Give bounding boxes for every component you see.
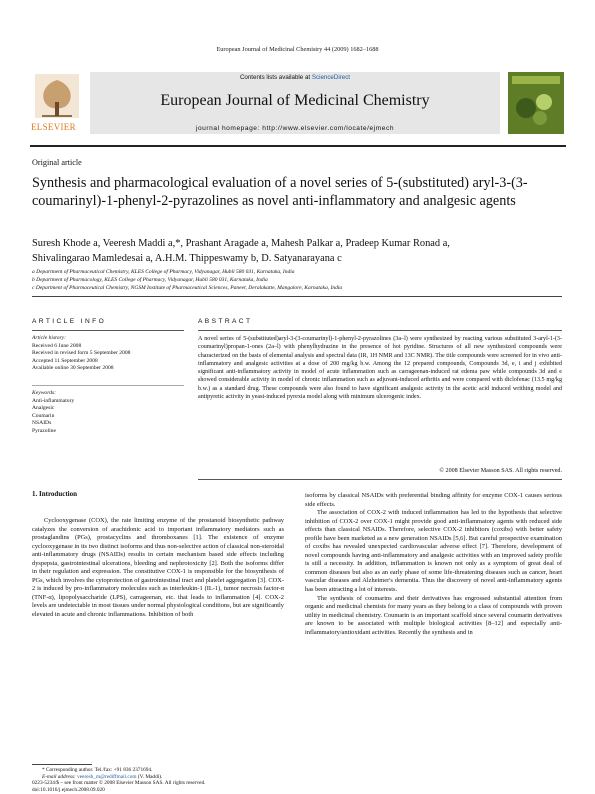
authors-line: Suresh Khode a, Veeresh Maddi a,*, Prashant Aragade a, Mahesh Palkar a, Pradeep Kumar Ronad a, — [32, 238, 450, 249]
abstract-heading: ABSTRACT — [198, 318, 253, 325]
history-item: Available online 30 September 2008 — [32, 365, 114, 372]
paragraph: Cyclooxygenase (COX), the rate limiting enzyme of the prostanoid biosynthetic pathway catalyzes the conversion of arachidonic acid to important inflammatory mediators such as prostaglandins (PGs), prostacyclins and thromboxanes [1]. The existence of enzyme cyclooxygenase in its two distinct isoforms and thus non-selective action of classical non-steroidal anti-inflammatory drugs (NSAIDs) results in certain mechanism based side effects including dyspepsia, gastrointestinal ulcerations, bleeding and nephrotoxicity [2]. Both the isoforms differ in their regulation and expression. The constitutive COX-1 is responsible for the biosynthesis of PGs, which involves the cytoprotection of gastrointestinal tract and platelet aggregation [3]. COX-2 is induced by pro-inflammatory molecules such as interleukin-1 (IL-1), tumor necrosis factor-α (TNF-α), lipopolysaccharide (LPS), carrageenan, etc. that leads to inflammation [4]. COX-2 levels are undetectable in most tissues under normal physiological conditions, but are significantly elevated in acute and chronic inflammations. Inhibition of both — [32, 517, 285, 619]
keyword: Analgesic — [32, 405, 55, 412]
footnote — [32, 767, 284, 781]
history-item: Accepted 11 September 2008 — [32, 357, 98, 364]
affiliation: a Department of Pharmaceutical Chemistry, KLES College of Pharmacy, Vidyanagar, Hubli 580 031, Karnataka, India — [32, 269, 295, 275]
body-column-left — [32, 517, 284, 620]
cover-artwork-icon — [508, 72, 564, 134]
article-history — [32, 335, 184, 373]
authors-line: Shivalingarao Mamledesai a, A.H.M. Thippeswamy b, D. Satyanarayana c — [32, 253, 342, 264]
keyword: Coumarin — [32, 412, 55, 419]
keywords-label: Keywords: — [32, 390, 57, 396]
history-item: Received 6 June 2008 — [32, 342, 82, 349]
sciencedirect-link[interactable]: ScienceDirect — [311, 74, 351, 81]
paragraph: The association of COX-2 with induced inflammation has led to the hypothesis that selective inhibition of COX-2 over COX-1 might provide good anti-inflammatory agents with reduced side effects than classical NSAIDs. Therefore, selective COX-2 inhibitors (coxibs) with better safety profile have been marketed as a new generation NSAIDs [5,6]. But careful prospective examination of coxibs has revealed unexpected cardiovascular adverse effect [7]. Therefore, development of novel compounds having anti-inflammatory and analgesic activities with an improved safety profile is still a necessity. In addition, inflammation is known not only as a symptom of great deal of common diseases but also as an early phase of some life-threatening diseases such as cancer, heart vascular diseases and Alzheimer's dementia. Thus the discovery of novel anti-inflammatory agents has been attracting a lot of interests. — [305, 509, 562, 594]
divider — [198, 330, 562, 331]
issn-line: 0223-5234/$ – see front matter © 2008 Elsevier Masson SAS. All rights reserved. — [32, 780, 206, 786]
copyright: © 2008 Elsevier Masson SAS. All rights reserved. — [439, 468, 562, 474]
keyword: Pyrazoline — [32, 427, 56, 434]
paragraph: The synthesis of coumarins and their derivatives has engrossed substantial attention from organic and medicinal chemists for many years as they belong to a class of compounds with proven utility in medicinal chemistry. Coumarin is an important scaffold since several coumarin derivatives are known to be associated with multiple biological activities [8–12] and especially anti-inflammatory/antioxidant activities. Recently the synthesis and in — [305, 594, 562, 636]
body-column-right — [305, 492, 562, 637]
abstract-text: A novel series of 5-(substituted)aryl-3-(3-coumarinyl)-1-phenyl-2-pyrazolines (3a–l) were synthesized by reacting various substituted 3-aryl-1-(3-coumarinyl)propan-1-ones (2a–l) with phenylhydrazine in the presence of hot pyridine. Structures of all new synthesized compounds were characterized on the basis of elemental analysis and spectral data (IR, 1H NMR and 13C NMR). The title compounds were screened for in vivo anti-inflammatory and analgesic activities at a dose of 200 mg/kg b.w. Among the 12 prepared compounds, Compounds 3d, e, i and j exhibited significant anti-inflammatory activity in model of acute inflammation such as carrageenan-induced rat edema paw while compounds 3d and e showed considerable activity in model of chronic inflammation such as adjuvant-induced arthritis and were compared with diclofenac (13.5 mg/kg b.w.) as a standard drug. These compounds were also found to have significant analgesic activity in the acetic acid induced writhing model and antipyretic activity in yeast-induced pyrexia model along with minimum ulcerogenic index. — [198, 336, 562, 401]
email-link[interactable]: veeresh_m@rediffmail.com — [77, 774, 137, 780]
divider — [198, 479, 562, 480]
elsevier-logo — [32, 72, 82, 132]
contents-prefix: Contents lists available at — [239, 74, 311, 81]
publisher-name: ELSEVIER — [31, 122, 76, 132]
paragraph: isoforms by classical NSAIDs with preferential binding affinity for enzyme COX-1 causes serious side effects. — [305, 492, 562, 508]
section-heading: 1. Introduction — [32, 490, 77, 498]
affiliations — [32, 268, 562, 292]
article-title: Synthesis and pharmacological evaluation of a novel series of 5-(substituted) aryl-3-(3-coumarinyl)-1-phenyl-2-pyrazolines as novel anti-inflammatory and analgesic agents — [32, 175, 528, 209]
running-header: European Journal of Medicinal Chemistry 44 (2009) 1682–1688 — [216, 46, 379, 53]
divider — [32, 296, 562, 297]
contents-line — [90, 74, 500, 81]
journal-title: European Journal of Medicinal Chemistry — [160, 92, 430, 109]
history-label: Article history: — [32, 335, 67, 341]
journal-homepage[interactable]: journal homepage: http://www.elsevier.com/locate/ejmech — [195, 125, 395, 132]
affiliation: c Department of Pharmaceutical Chemistry, NGSM Institute of Pharmaceutical Sciences, Paneer, Deralakatte, Mangalore, Karnataka, India — [32, 285, 343, 291]
authors — [32, 236, 562, 266]
journal-cover-image — [508, 72, 564, 134]
article-info-heading: ARTICLE INFO — [32, 318, 107, 325]
issn-block — [32, 780, 206, 794]
keyword: Anti-inflammatory — [32, 397, 75, 404]
header-rule — [30, 145, 566, 147]
history-item: Received in revised form 5 September 2008 — [32, 350, 131, 357]
affiliation: b Department of Pharmacology, KLES College of Pharmacy, Vidyanagar, Hubli 580 031, Karnataka, India — [32, 277, 268, 283]
divider — [32, 330, 184, 331]
keyword: NSAIDs — [32, 420, 52, 427]
corresponding-author: * Corresponding author. Tel./fax: +91 836 2371694. — [42, 767, 153, 773]
email-label: E-mail address: — [42, 774, 76, 780]
divider — [32, 385, 184, 386]
footnote-rule — [32, 764, 92, 765]
article-type: Original article — [32, 158, 82, 167]
doi-line[interactable]: doi:10.1016/j.ejmech.2008.09.020 — [32, 787, 105, 793]
keywords — [32, 390, 184, 436]
email-suffix: (V. Maddi). — [137, 774, 163, 780]
